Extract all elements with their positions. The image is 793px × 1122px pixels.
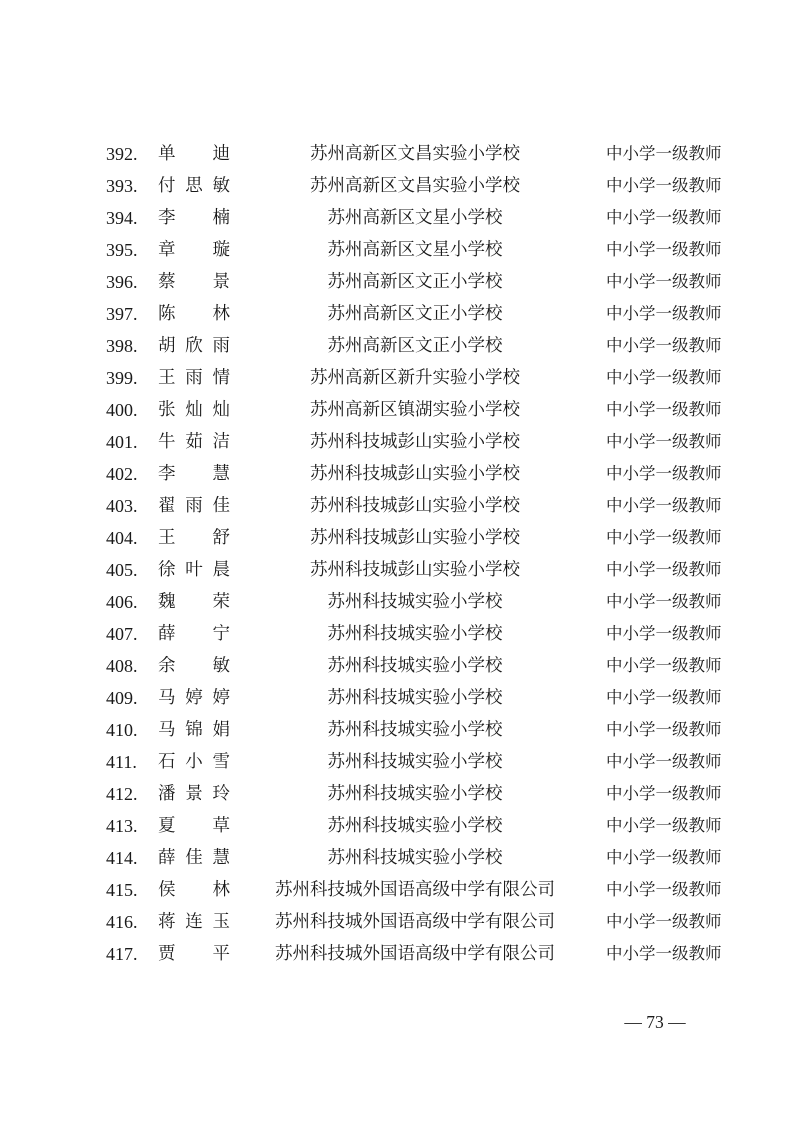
name-char: 敏 [212,656,230,676]
name-char: 锦 [185,720,203,740]
entry-school: 苏州科技城彭山实验小学校 [310,528,520,548]
entry-title: 中小学一级教师 [606,528,722,547]
entry-title: 中小学一级教师 [606,816,722,835]
list-item [0,842,793,874]
name-char: 璇 [212,240,230,260]
name-char: 荣 [212,592,230,612]
entry-number: 392. [106,144,138,164]
entry-title: 中小学一级教师 [606,688,722,707]
entry-number: 393. [106,176,138,196]
name-char: 蒋 [158,912,176,932]
list-item [0,618,793,650]
entry-name [158,618,230,650]
entry-number: 406. [106,592,138,612]
entry-title: 中小学一级教师 [606,304,722,323]
name-char: 魏 [158,592,176,612]
entry-number: 410. [106,720,138,740]
entry-title: 中小学一级教师 [606,432,722,451]
name-char: 晨 [212,560,230,580]
entry-school: 苏州科技城实验小学校 [327,848,503,868]
name-char: 薛 [158,624,176,644]
entry-number: 396. [106,272,138,292]
name-char: 雨 [212,336,230,356]
name-char: 叶 [185,560,203,580]
list-item [0,362,793,394]
entry-school: 苏州高新区文星小学校 [327,208,503,228]
name-char: 贾 [158,944,176,964]
name-char: 翟 [158,496,176,516]
name-char: 情 [212,368,230,388]
name-char: 潘 [158,784,176,804]
entry-name [158,938,230,970]
name-char: 徐 [158,560,176,580]
entry-school: 苏州科技城实验小学校 [327,688,503,708]
entry-school: 苏州科技城外国语高级中学有限公司 [275,880,555,900]
list-item [0,522,793,554]
entry-title: 中小学一级教师 [606,208,722,227]
list-item [0,138,793,170]
entry-school: 苏州科技城外国语高级中学有限公司 [275,944,555,964]
entry-school: 苏州科技城实验小学校 [327,752,503,772]
entry-school: 苏州科技城实验小学校 [327,592,503,612]
name-char: 单 [158,144,176,164]
name-char: 舒 [212,528,230,548]
entry-number: 402. [106,464,138,484]
entry-name [158,426,230,458]
entry-school: 苏州科技城彭山实验小学校 [310,432,520,452]
name-char: 林 [212,880,230,900]
entry-number: 401. [106,432,138,452]
entry-name [158,330,230,362]
entry-number: 408. [106,656,138,676]
entry-title: 中小学一级教师 [606,720,722,739]
entry-school: 苏州高新区文昌实验小学校 [310,176,520,196]
name-char: 侯 [158,880,176,900]
entry-school: 苏州科技城实验小学校 [327,720,503,740]
entry-name [158,842,230,874]
entry-title: 中小学一级教师 [606,496,722,515]
entry-school: 苏州科技城彭山实验小学校 [310,464,520,484]
list-item [0,810,793,842]
entry-name [158,682,230,714]
entry-name [158,138,230,170]
entry-title: 中小学一级教师 [606,784,722,803]
entry-number: 415. [106,880,138,900]
entry-school: 苏州科技城彭山实验小学校 [310,496,520,516]
entry-title: 中小学一级教师 [606,560,722,579]
entry-school: 苏州科技城实验小学校 [327,816,503,836]
entry-number: 395. [106,240,138,260]
entry-title: 中小学一级教师 [606,656,722,675]
entry-title: 中小学一级教师 [606,368,722,387]
entry-name [158,298,230,330]
entry-number: 407. [106,624,138,644]
list-item [0,458,793,490]
name-char: 茹 [185,432,203,452]
list-item [0,938,793,970]
name-char: 佳 [185,848,203,868]
name-char: 思 [185,176,203,196]
name-char: 玲 [212,784,230,804]
name-char: 慧 [212,464,230,484]
name-char: 张 [158,400,176,420]
name-char: 洁 [212,432,230,452]
name-char: 王 [158,528,176,548]
personnel-list [0,138,793,970]
name-char: 夏 [158,816,176,836]
name-char: 慧 [212,848,230,868]
entry-name [158,202,230,234]
name-char: 连 [185,912,203,932]
entry-title: 中小学一级教师 [606,272,722,291]
name-char: 蔡 [158,272,176,292]
entry-school: 苏州高新区新升实验小学校 [310,368,520,388]
list-item [0,906,793,938]
list-item [0,490,793,522]
name-char: 景 [185,784,203,804]
entry-name [158,650,230,682]
entry-school: 苏州高新区镇湖实验小学校 [310,400,520,420]
name-char: 雨 [185,496,203,516]
list-item [0,394,793,426]
name-char: 婷 [212,688,230,708]
entry-name [158,810,230,842]
entry-title: 中小学一级教师 [606,912,722,931]
name-char: 李 [158,464,176,484]
entry-name [158,266,230,298]
entry-number: 405. [106,560,138,580]
entry-title: 中小学一级教师 [606,176,722,195]
entry-number: 403. [106,496,138,516]
list-item [0,682,793,714]
name-char: 灿 [185,400,203,420]
entry-title: 中小学一级教师 [606,336,722,355]
list-item [0,586,793,618]
entry-title: 中小学一级教师 [606,880,722,899]
entry-name [158,906,230,938]
list-item [0,554,793,586]
name-char: 付 [158,176,176,196]
entry-name [158,394,230,426]
name-char: 胡 [158,336,176,356]
name-char: 雨 [185,368,203,388]
entry-number: 400. [106,400,138,420]
entry-title: 中小学一级教师 [606,240,722,259]
list-item [0,298,793,330]
entry-school: 苏州高新区文正小学校 [327,336,503,356]
name-char: 宁 [212,624,230,644]
name-char: 薛 [158,848,176,868]
entry-number: 414. [106,848,138,868]
entry-number: 413. [106,816,138,836]
entry-school: 苏州高新区文正小学校 [327,304,503,324]
entry-number: 411. [106,752,137,772]
list-item [0,714,793,746]
entry-title: 中小学一级教师 [606,400,722,419]
entry-number: 397. [106,304,138,324]
name-char: 敏 [212,176,230,196]
list-item [0,170,793,202]
name-char: 灿 [212,400,230,420]
list-item [0,426,793,458]
name-char: 陈 [158,304,176,324]
entry-school: 苏州高新区文正小学校 [327,272,503,292]
entry-name [158,874,230,906]
name-char: 王 [158,368,176,388]
entry-name [158,746,230,778]
name-char: 小 [185,752,203,772]
name-char: 玉 [212,912,230,932]
entry-name [158,170,230,202]
list-item [0,874,793,906]
entry-school: 苏州高新区文星小学校 [327,240,503,260]
name-char: 林 [212,304,230,324]
entry-name [158,714,230,746]
entry-school: 苏州科技城实验小学校 [327,784,503,804]
entry-school: 苏州科技城实验小学校 [327,624,503,644]
entry-title: 中小学一级教师 [606,848,722,867]
name-char: 欣 [185,336,203,356]
entry-name [158,362,230,394]
name-char: 景 [212,272,230,292]
entry-title: 中小学一级教师 [606,464,722,483]
entry-title: 中小学一级教师 [606,592,722,611]
entry-name [158,490,230,522]
entry-number: 412. [106,784,138,804]
entry-school: 苏州科技城实验小学校 [327,656,503,676]
name-char: 马 [158,688,176,708]
page-number: — 73 — [624,1012,686,1032]
entry-name [158,234,230,266]
name-char: 李 [158,208,176,228]
entry-name [158,586,230,618]
name-char: 草 [212,816,230,836]
list-item [0,234,793,266]
entry-number: 409. [106,688,138,708]
entry-name [158,778,230,810]
entry-title: 中小学一级教师 [606,624,722,643]
name-char: 章 [158,240,176,260]
entry-number: 404. [106,528,138,548]
name-char: 石 [158,752,176,772]
list-item [0,746,793,778]
name-char: 婷 [185,688,203,708]
name-char: 雪 [212,752,230,772]
entry-name [158,458,230,490]
list-item [0,330,793,362]
list-item [0,266,793,298]
entry-school: 苏州高新区文昌实验小学校 [310,144,520,164]
entry-name [158,554,230,586]
entry-number: 399. [106,368,138,388]
list-item [0,650,793,682]
name-char: 余 [158,656,176,676]
name-char: 娟 [212,720,230,740]
list-item [0,778,793,810]
name-char: 楠 [212,208,230,228]
entry-number: 416. [106,912,138,932]
entry-title: 中小学一级教师 [606,944,722,963]
entry-school: 苏州科技城彭山实验小学校 [310,560,520,580]
name-char: 牛 [158,432,176,452]
entry-title: 中小学一级教师 [606,752,722,771]
name-char: 迪 [212,144,230,164]
entry-school: 苏州科技城外国语高级中学有限公司 [275,912,555,932]
name-char: 平 [212,944,230,964]
entry-number: 417. [106,944,138,964]
entry-number: 398. [106,336,138,356]
entry-number: 394. [106,208,138,228]
name-char: 马 [158,720,176,740]
name-char: 佳 [212,496,230,516]
entry-name [158,522,230,554]
list-item [0,202,793,234]
entry-title: 中小学一级教师 [606,144,722,163]
